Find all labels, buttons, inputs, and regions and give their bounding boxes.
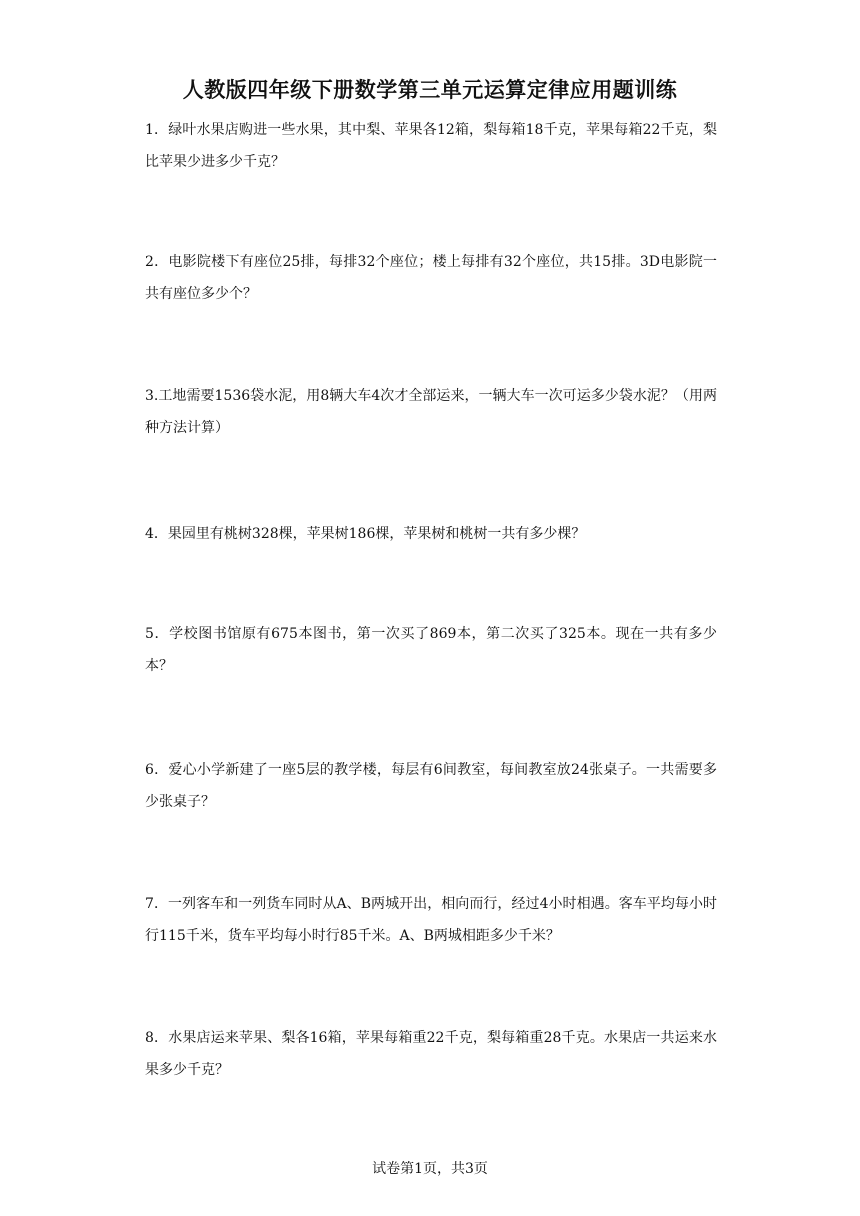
question-6: 6．爱心小学新建了一座5层的教学楼，每层有6间教室，每间教室放24张桌子。一共需要多少张桌子？ <box>145 762 717 810</box>
question-7: 7．一列客车和一列货车同时从A、B两城开出，相向而行，经过4小时相遇。客车平均每小时行115千米，货车平均每小时行85千米。A、B两城相距多少千米？ <box>145 896 717 944</box>
question-1: 1．绿叶水果店购进一些水果，其中梨、苹果各12箱，梨每箱18千克，苹果每箱22千克，梨比苹果少进多少千克？ <box>145 122 717 170</box>
question-5: 5．学校图书馆原有675本图书，第一次买了869本，第二次买了325本。现在一共有多少本？ <box>145 626 717 674</box>
page-footer: 试卷第1页，共3页 <box>372 1161 488 1177</box>
question-4: 4．果园里有桃树328棵，苹果树186棵，苹果树和桃树一共有多少棵？ <box>145 526 586 542</box>
page-title: 人教版四年级下册数学第三单元运算定律应用题训练 <box>182 78 678 102</box>
question-3: 3.工地需要1536袋水泥，用8辆大车4次才全部运来，一辆大车一次可运多少袋水泥？（用两种方法计算） <box>145 388 717 436</box>
question-8: 8．水果店运来苹果、梨各16箱，苹果每箱重22千克，梨每箱重28千克。水果店一共运来水果多少千克？ <box>145 1030 717 1078</box>
question-2: 2．电影院楼下有座位25排，每排32个座位；楼上每排有32个座位，共15排。3D电影院一共有座位多少个？ <box>145 254 717 302</box>
